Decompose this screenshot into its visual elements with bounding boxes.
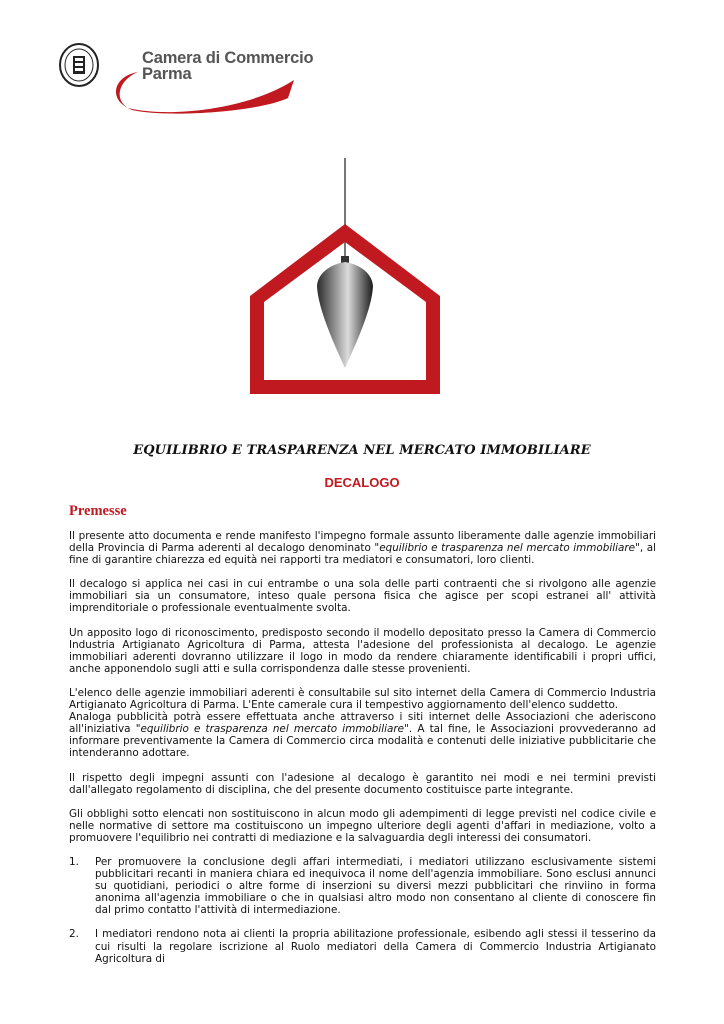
paragraph: Il rispetto degli impegni assunti con l'adesione al decalogo è garantito nei modi e nei termini previsti dall'allegato regolamento di disciplina, che del presente documento costituisce parte integrante. — [69, 771, 656, 796]
letterhead — [58, 40, 318, 115]
decalogue-list — [69, 856, 656, 965]
paragraph: Un apposito logo di riconoscimento, predisposto secondo il modello depositato presso la Camera di Commercio Industria Artigianato Agricoltura di Parma, attesta l'adesione del professionista al decalogo. Le agenzie immobiliari aderenti dovranno utilizzare il logo in modo da rendere chiaramente identificabili i propri uffici, anche apponendolo sugli atti e sulla corrispondenza dalle stesse provenienti. — [69, 626, 656, 675]
document-body — [69, 530, 656, 977]
list-item: 1. Per promuovere la conclusione degli affari intermediati, i mediatori utilizzano esclusivamente sistemi pubblicitari recanti in maniera chiara ed inequivoca il nome dell'agenzia immobiliare. Sono esclusi annunci su quotidiani, periodici o altre forme di inserzioni su diversi mezzi pubblicitari che rinviino in forma anonima all'agenzia immobiliare o che in qualsiasi altro modo non consentano al cliente di conoscere fin dal primo contatto l'attività di intermediazione. — [69, 855, 657, 917]
paragraph: L'elenco delle agenzie immobiliari aderenti è consultabile sul sito internet della Camera di Commercio Industria Artigianato Agricoltura di Parma. L'Ente camerale cura il tempestivo aggiornamento dell'elenco suddetto. Analoga pubblicità potrà essere effettuata anche attraverso i siti internet delle Associazioni che aderiscono all'iniziativa "equilibrio e trasparenza nel mercato immobiliare". A tal fine, le Associazioni provvederanno ad informare preventivamente la Camera di Commercio circa modalità e contenuti delle iniziative pubblicitarie che intenderanno adottare. — [69, 686, 657, 760]
chamber-seal-icon — [58, 42, 100, 88]
paragraph: Gli obblighi sotto elencati non sostituiscono in alcun modo gli adempimenti di legge previsti nel codice civile e nelle normative di settore ma costituiscono un impegno ulteriore degli agenti d'affari in mediazione, volto a promuovere l'equilibrio nei contratti di mediazione e la salvaguardia degli interessi dei consumatori. — [69, 807, 656, 844]
plumb-bob-house-icon — [248, 158, 444, 398]
section-heading: Premesse — [69, 503, 127, 519]
brand-swoosh-icon — [108, 68, 298, 116]
paragraph: Il decalogo si applica nei casi in cui entrambe o una sola delle parti contraenti che si rivolgono alle agenzie immobiliari sia un consumatore, inteso quale persona fisica che agisce per scopi estranei all' attività imprenditoriale o professionale eventualmente svolta. — [69, 578, 656, 615]
org-line-1: Camera di Commercio — [142, 49, 314, 67]
document-subtitle: DECALOGO — [324, 475, 400, 490]
document-title: EQUILIBRIO E TRASPARENZA NEL MERCATO IMMOBILIARE — [133, 443, 591, 458]
decalogue-logo — [248, 158, 444, 398]
org-line-2: Parma — [142, 65, 192, 83]
list-item: 2. I mediatori rendono nota ai clienti la propria abilitazione professionale, esibendo agli stessi il tesserino da cui risulti la regolare iscrizione al Ruolo mediatori della Camera di Commercio Industria Artigianato Agricoltura di — [69, 928, 656, 965]
paragraph: Il presente atto documenta e rende manifesto l'impegno formale assunto liberamente dalle agenzie immobiliari della Provincia di Parma aderenti al decalogo denominato "equilibrio e trasparenza nel mercato immobiliare", al fine di garantire chiarezza ed equità nei rapporti tra mediatori e consumatori, loro clienti. — [69, 530, 657, 567]
